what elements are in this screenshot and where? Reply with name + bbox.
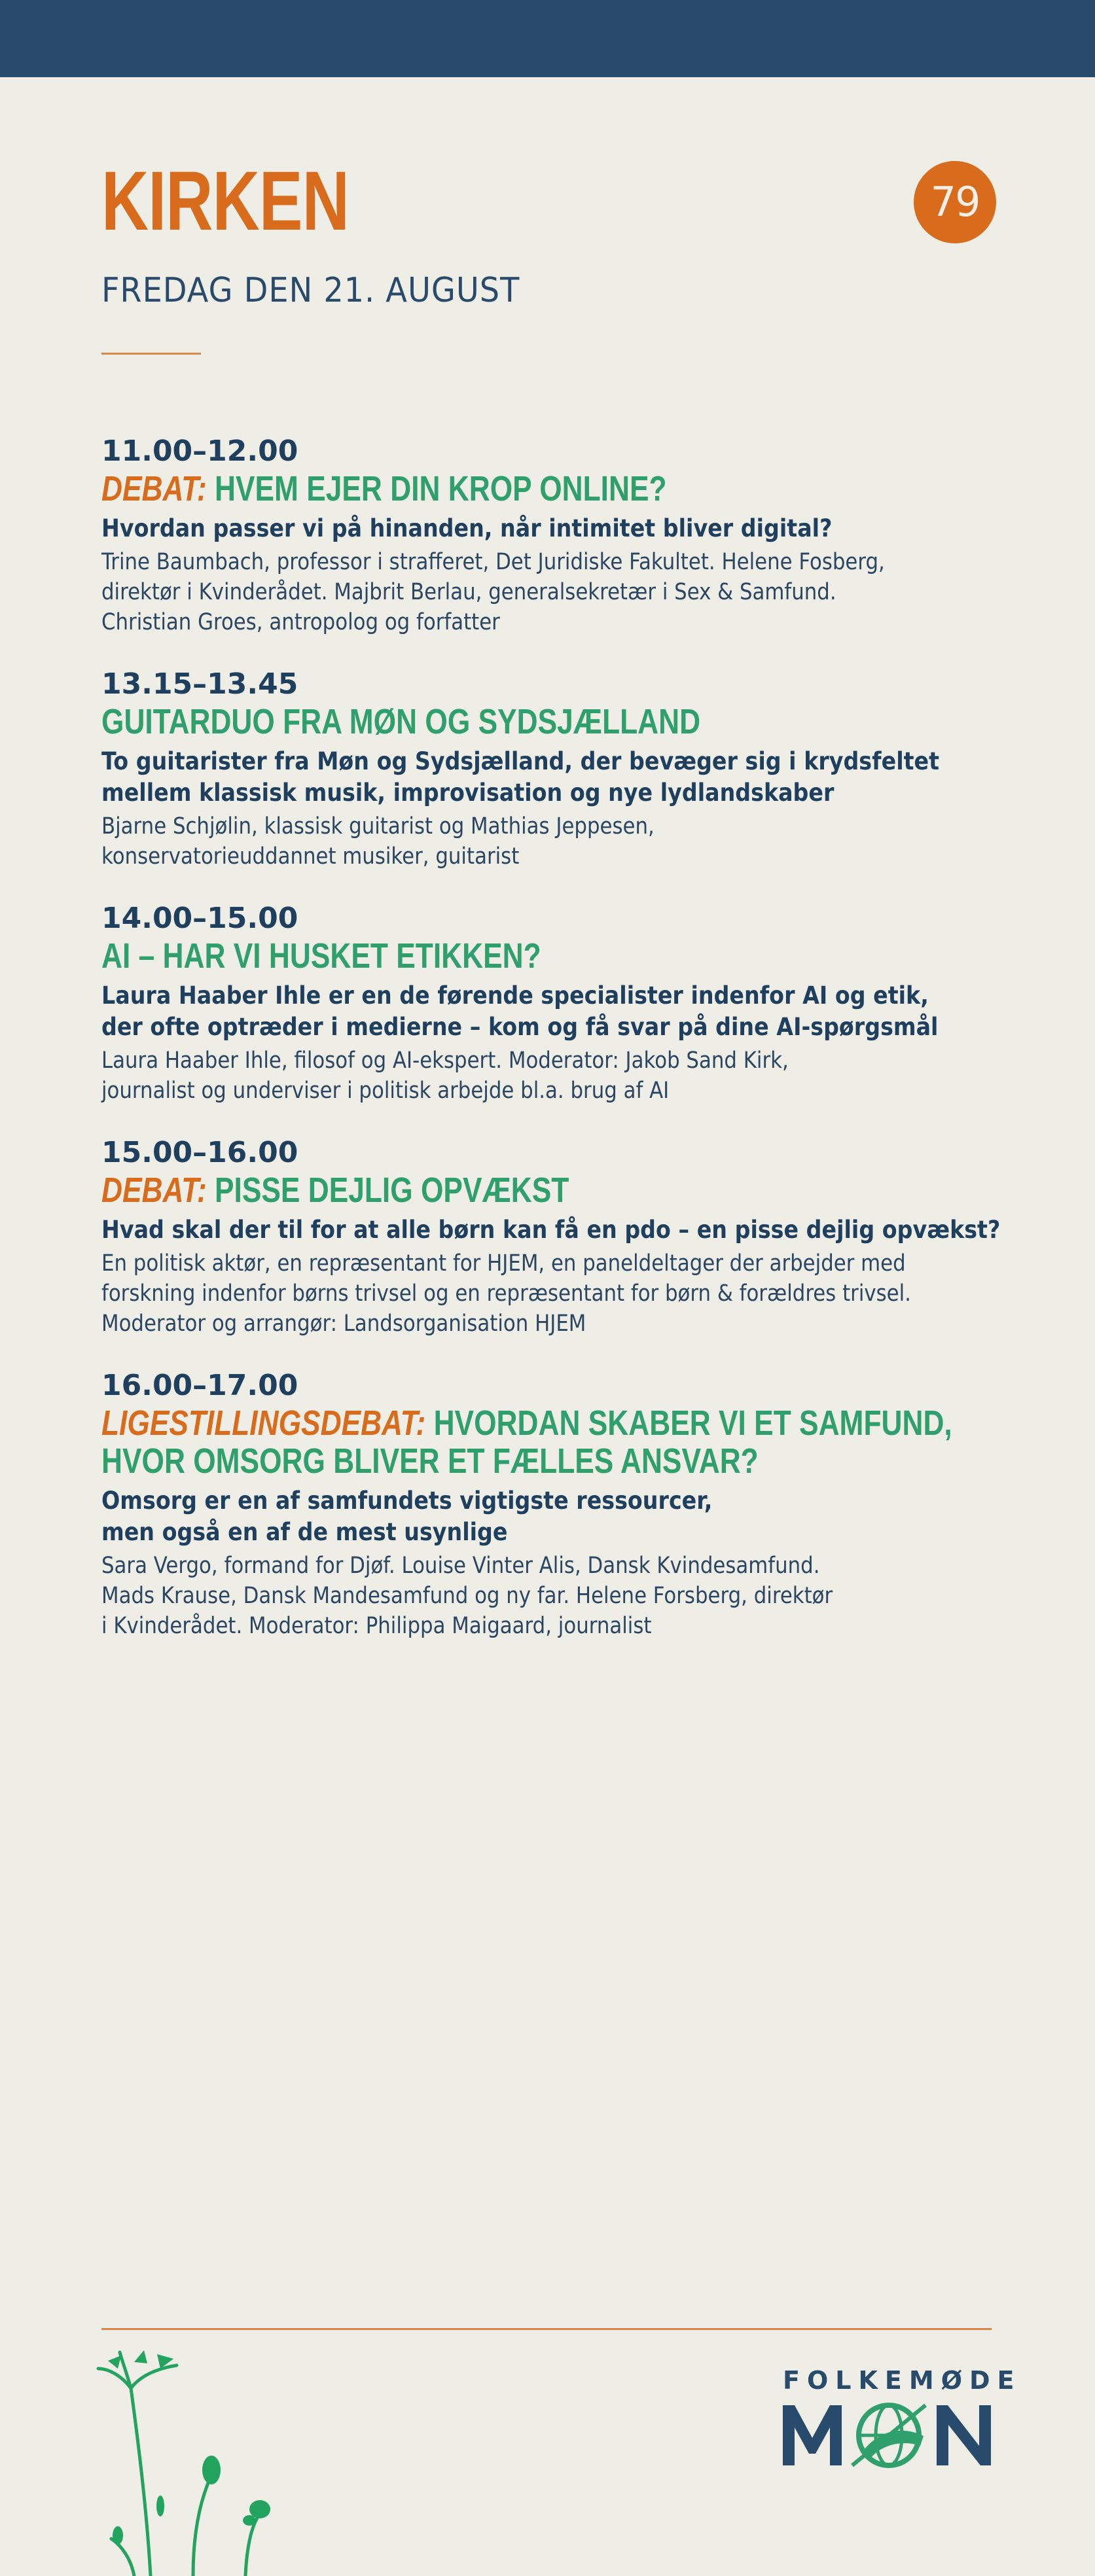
program-list	[101, 433, 1031, 1670]
event-subtitle-line: Hvad skal der til for at alle børn kan få en pdo – en pisse dejlig opvækst?	[101, 1216, 1001, 1244]
top-bar	[0, 0, 1095, 77]
event-title-line	[101, 937, 1030, 975]
brand-wordmark: FOLKEMØDE	[783, 2366, 1022, 2395]
event-participants-line: journalist og underviser i politisk arbejde bl.a. brug af AI	[101, 1078, 670, 1104]
event-title-text: AI – HAR VI HUSKET ETIKKEN?	[101, 936, 541, 976]
event-title-line	[101, 1404, 1030, 1442]
venue-title: KIRKEN	[101, 154, 350, 248]
event-subtitle-line: mellem klassisk musik, improvisation og nye lydlandskaber	[101, 779, 835, 807]
event-participants-line: Christian Groes, antropolog og forfatter	[101, 609, 500, 635]
header-divider	[101, 353, 201, 355]
event-participants-line: Trine Baumbach, professor i strafferet, Det Juridiske Fakultet. Helene Fosberg,	[101, 549, 885, 575]
event-time: 15.00–16.00	[101, 1136, 298, 1169]
event-title	[101, 703, 1030, 741]
program-event	[101, 900, 1031, 1106]
event-title-text: HVOR OMSORG BLIVER ET FÆLLES ANSVAR?	[101, 1441, 759, 1481]
event-participants-line: forskning indenfor børns trivsel og en repræsentant for børn & forældres trivsel.	[101, 1280, 911, 1307]
event-participants-line: Sara Vergo, formand for Djøf. Louise Vinter Alis, Dansk Kvindesamfund.	[101, 1553, 820, 1579]
event-title	[101, 1404, 1030, 1480]
program-event	[101, 666, 1031, 872]
event-title-text: GUITARDUO FRA MØN OG SYDSJÆLLAND	[101, 702, 701, 741]
page-number-badge: 79	[914, 161, 996, 243]
event-participants-line: Bjarne Schjølin, klassisk guitarist og Mathias Jeppesen,	[101, 813, 655, 839]
event-time: 16.00–17.00	[101, 1369, 298, 1402]
event-participants	[101, 1046, 1023, 1106]
event-participants-line: i Kvinderådet. Moderator: Philippa Maigaard, journalist	[101, 1613, 652, 1639]
event-subtitle-line: To guitarister fra Møn og Sydsjælland, der bevæger sig i krydsfeltet	[101, 747, 940, 775]
event-title-text: HVORDAN SKABER VI ET SAMFUND,	[433, 1403, 952, 1443]
event-time: 13.15–13.45	[101, 667, 298, 701]
date-heading: FREDAG DEN 21. AUGUST	[101, 271, 520, 310]
event-subtitle-line: Hvordan passer vi på hinanden, når intimitet bliver digital?	[101, 514, 833, 542]
event-title-text: HVEM EJER DIN KROP ONLINE?	[215, 469, 667, 508]
event-subtitle	[101, 746, 1020, 809]
event-participants-line: Moderator og arrangør: Landsorganisation HJEM	[101, 1311, 586, 1337]
event-title-line	[101, 1171, 1030, 1209]
event-title	[101, 470, 1030, 508]
event-participants-line: Mads Krause, Dansk Mandesamfund og ny far. Helene Forsberg, direktør	[101, 1583, 833, 1609]
event-category-tag: DEBAT:	[101, 469, 207, 508]
event-title	[101, 1171, 1030, 1209]
event-participants-line: konservatorieuddannet musiker, guitarist	[101, 843, 520, 870]
event-title-line	[101, 703, 1030, 741]
event-subtitle	[101, 1214, 1020, 1246]
footer-divider	[101, 2328, 992, 2330]
folkemode-mon-logo	[783, 2400, 999, 2472]
program-event	[101, 1367, 1031, 1641]
event-subtitle-line: Laura Haaber Ihle er en de førende specialister indenfor AI og etik,	[101, 981, 929, 1010]
event-subtitle-line: men også en af de mest usynlige	[101, 1518, 508, 1546]
event-time: 14.00–15.00	[101, 902, 298, 935]
event-title	[101, 937, 1030, 975]
program-event	[101, 1135, 1031, 1339]
event-participants-line: direktør i Kvinderådet. Majbrit Berlau, generalsekretær i Sex & Samfund.	[101, 579, 836, 605]
event-participants	[101, 1248, 1023, 1339]
event-subtitle	[101, 1485, 1020, 1548]
wildflower-illustration	[95, 2349, 291, 2576]
event-participants	[101, 1551, 1023, 1641]
event-title-line	[101, 1442, 1030, 1480]
event-participants-line: Laura Haaber Ihle, filosof og AI-ekspert. Moderator: Jakob Sand Kirk,	[101, 1048, 789, 1074]
event-participants	[101, 811, 1023, 872]
event-category-tag: DEBAT:	[101, 1171, 207, 1210]
event-participants	[101, 547, 1023, 637]
program-event	[101, 433, 1031, 637]
event-subtitle-line: Omsorg er en af samfundets vigtigste ressourcer,	[101, 1487, 713, 1515]
event-subtitle	[101, 980, 1020, 1043]
event-title-line	[101, 470, 1030, 508]
event-participants-line: En politisk aktør, en repræsentant for HJEM, en paneldeltager der arbejder med	[101, 1250, 906, 1277]
event-title-text: PISSE DEJLIG OPVÆKST	[215, 1171, 569, 1210]
event-category-tag: LIGESTILLINGSDEBAT:	[101, 1403, 426, 1443]
event-subtitle-line: der ofte optræder i medierne – kom og få svar på dine AI-spørgsmål	[101, 1013, 939, 1041]
event-time: 11.00–12.00	[101, 434, 298, 468]
event-subtitle	[101, 513, 1020, 544]
